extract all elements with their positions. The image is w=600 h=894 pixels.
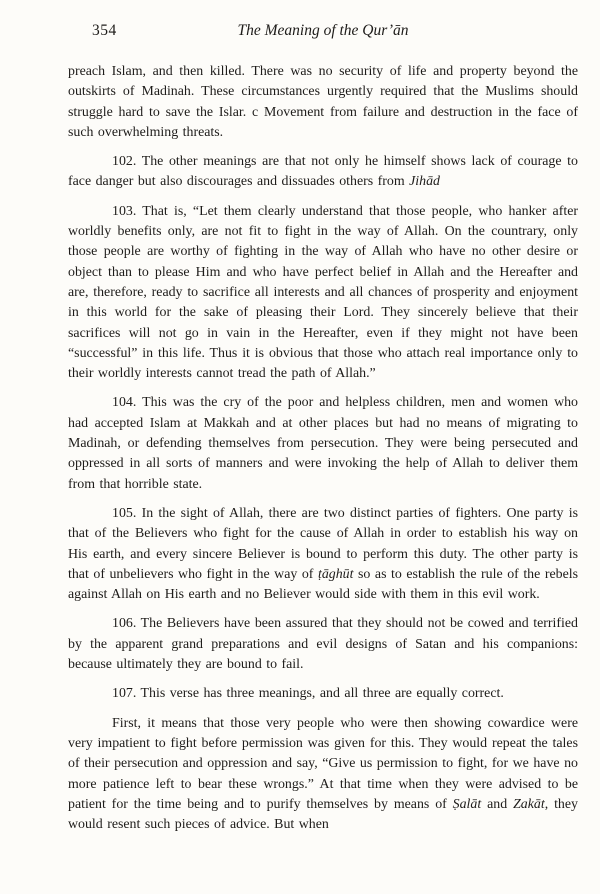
italic-term-zakat: Zakāt (513, 796, 545, 812)
paragraph-note-104 (68, 393, 578, 494)
italic-term-jihad: Jihād (409, 174, 440, 190)
paragraph-note-107 (68, 684, 578, 704)
italic-term-taghut: ṭāghūt (317, 566, 354, 582)
paragraph-text: 105. In the sight of Allah, there are two distinct parties of fighters. One party is that of the Believers who fight for the cause of Allah in order to establish his way on His earth, and every sincere Believer is bound to perform this duty. The other party is that of unbelievers who fight in the way of (68, 505, 578, 582)
running-title: The Meaning of the Qur’ān (237, 22, 409, 39)
paragraph-text: 106. The Believers have been assured that they should not be cowed and terrified by the apparent grand preparations and evil designs of Satan and his companions: because ultimately they are bound to fail. (68, 616, 578, 673)
paragraph-text: and (481, 796, 514, 812)
paragraph-text: 102. The other meanings are that not only he himself shows lack of courage to face danger but also discourages and dissuades others from (68, 154, 578, 190)
paragraph-note-105 (68, 504, 578, 605)
page-body (68, 62, 578, 835)
paragraph-text: , they would resent such pieces of advice. But when (68, 796, 578, 833)
paragraph-note-102 (68, 152, 578, 193)
page-header (68, 22, 578, 44)
page-number: 354 (92, 22, 117, 39)
paragraph-text: First, it means that those very people who were then showing cowardice were very impatient to fight before permission was given for this. They would repeat the tales of their persecution and oppression and say, “Give us permission to fight, for we have no more patience left to bear these wrongs.” At that time when they were advised to be patient for the time being and to purify themselves by means of (68, 715, 578, 812)
paragraph-text: 104. This was the cry of the poor and helpless children, men and women who had accepted Islam at Makkah and at other places but had no means of migrating to Madinah, or defending themselves from persecution. They were being persecuted and oppressed in all sorts of manners and were invoking the help of Allah to deliver them from that horrible state. (68, 395, 578, 492)
paragraph-continuation (68, 62, 578, 143)
paragraph-text: 107. This verse has three meanings, and all three are equally correct. (112, 686, 504, 702)
paragraph-first-meaning (68, 714, 578, 836)
paragraph-text: 103. That is, “Let them clearly understand that those people, who hanker after worldly benefits only, are not fit to fight in the way of Allah. On the countrary, only those people are worthy of fighting in the way of Allah who have no other desire or object than to please Him and who have perfect belief in Allah and the Hereafter and are, therefore, ready to sacrifice all interests and all chances of prosperity and enjoyment in this world for the sake of pleasing their Lord. They sincerely believe that their sacrifices will not go in vain in the Hereafter, even if they might not have been “successful” in this life. Thus it is obvious that those who attach real importance only to their worldly interests cannot tread the path of Allah.” (68, 203, 578, 382)
paragraph-note-106 (68, 614, 578, 675)
paragraph-text: preach Islam, and then killed. There was no security of life and property beyond the outskirts of Madinah. These circumstances urgently required that the Muslims should struggle hard to save the Islar. c Movement from failure and destruction in the face of such overwhelming threats. (68, 64, 578, 140)
paragraph-text: so as to establish the rule of the rebels against Allah on His earth and no Believer would side with them in this evil work. (68, 566, 578, 603)
italic-term-salat: Ṣalāt (452, 796, 482, 812)
paragraph-note-103 (68, 202, 578, 385)
